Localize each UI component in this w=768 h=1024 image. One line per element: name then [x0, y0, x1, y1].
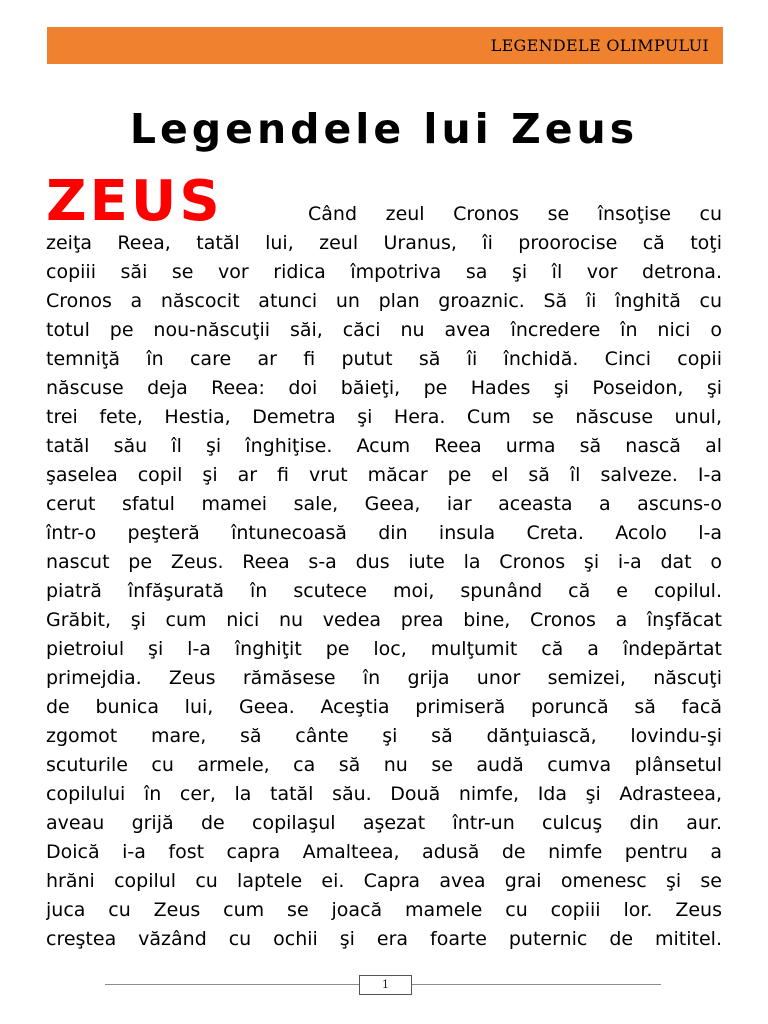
body-line: nascut pe Zeus. Reea s-a dus iute la Cronos şi i-a dat o [46, 551, 722, 573]
running-header-title: LEGENDELE OLIMPULUI [490, 36, 709, 55]
body-line: temniţă în care ar fi putut să îi închidă. Cinci copii [46, 348, 722, 370]
body-line: într-o peşteră întunecoasă din insula Creta. Acolo l-a [46, 522, 722, 544]
body-line: de bunica lui, Geea. Aceştia primiseră poruncă să facă [46, 696, 722, 718]
body-line: copilului în cer, la tatăl său. Două nimfe, Ida şi Adrasteea, [46, 783, 722, 805]
body-line: Grăbit, şi cum nici nu vedea prea bine, Cronos a înşfăcat [46, 609, 722, 631]
page-number: 1 [359, 975, 412, 995]
body-line: zgomot mare, să cânte şi să dănţuiască, lovindu-şi [46, 725, 722, 747]
body-line: juca cu Zeus cum se joacă mamele cu copiii lor. Zeus [46, 899, 722, 921]
body-line: Când zeul Cronos se însoţise cu [308, 203, 722, 225]
body-line: zeiţa Reea, tatăl lui, zeul Uranus, îi proorocise că toţi [46, 232, 722, 254]
body-line: tatăl său îl şi înghiţise. Acum Reea urma să nască al [46, 435, 722, 457]
body-line: Cronos a născocit atunci un plan groaznic. Să îi înghită cu [46, 290, 722, 312]
body-line: piatră înfăşurată în scutece moi, spunând că e copilul. [46, 580, 722, 602]
body-line: hrăni copilul cu laptele ei. Capra avea grai omenesc şi se [46, 870, 722, 892]
body-line: cerut sfatul mamei sale, Geea, iar aceasta a ascuns-o [46, 493, 722, 515]
page-title: Legendele lui Zeus [129, 105, 639, 153]
body-line: Doică i-a fost capra Amalteea, adusă de nimfe pentru a [46, 841, 722, 863]
body-line: scuturile cu armele, ca să nu se audă cumva plânsetul [46, 754, 722, 776]
body-text [46, 200, 722, 954]
body-line: aveau grijă de copilaşul aşezat într-un culcuş din aur. [46, 812, 722, 834]
body-line: creştea văzând cu ochii şi era foarte puternic de mititel. [46, 928, 722, 950]
body-line: pietroiul şi l-a înghiţit pe loc, mulţumit că a îndepărtat [46, 638, 722, 660]
body-line: şaselea copil şi ar fi vrut măcar pe el să îl salveze. I-a [46, 464, 722, 486]
body-line: primejdia. Zeus rămăsese în grija unor semizei, născuţi [46, 667, 722, 689]
body-line: trei fete, Hestia, Demetra şi Hera. Cum se născuse unul, [46, 406, 722, 428]
running-header-bar [47, 27, 723, 64]
body-line: născuse deja Reea: doi băieţi, pe Hades şi Poseidon, şi [46, 377, 722, 399]
body-line: copiii săi se vor ridica împotriva sa şi îl vor detrona. [46, 261, 722, 283]
drop-word-heading: ZEUS [46, 169, 223, 234]
body-line: totul pe nou-născuţii săi, căci nu avea încredere în nici o [46, 319, 722, 341]
